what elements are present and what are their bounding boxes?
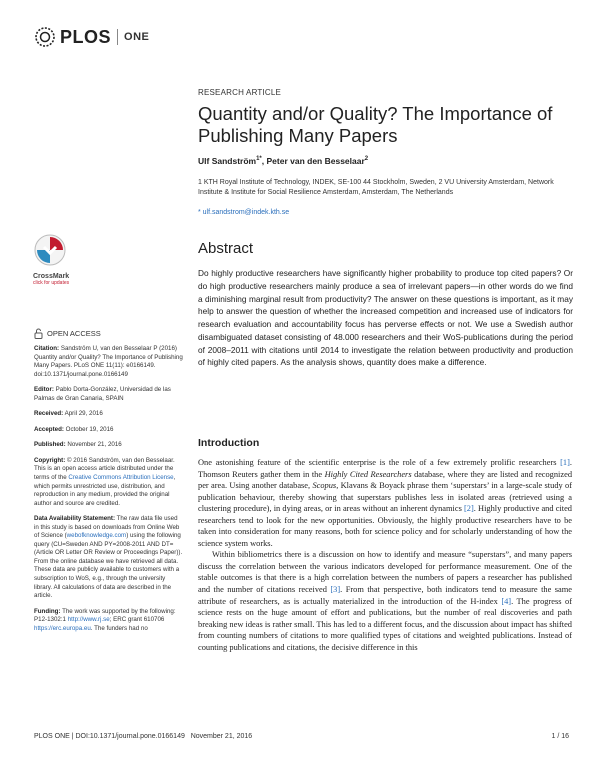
introduction-body — [198, 457, 572, 653]
license-link[interactable]: Creative Commons Attribution License — [68, 474, 174, 482]
crossmark-sublabel: click for updates — [33, 280, 70, 286]
wos-link[interactable]: webofknowledge.com — [66, 532, 127, 540]
crossmark-icon — [33, 233, 67, 267]
open-access-badge — [34, 328, 101, 339]
paragraph: One astonishing feature of the scientific enterprise is the role of a few extremely prolific researchers [1]. Thomson Reuters gather them in the Highly Cited Researchers database, where they are listed and recognized per area. Using another database, Scopus, Klavans & Boyack phrase them ‘superstars’ in a large-scale study of publication behaviour, thereby showing that superstars publishes less in isolated areas (retrieved using a clustering procedure), in dying areas, or in areas without an inherent dynamics [2]. Highly productive and cited researchers tend to look for the new opportunities. Obviously, the highly productive researchers have to be taken into consideration for many reasons, both for science policy and for scholarly understanding of how the science system works. — [198, 458, 573, 548]
open-access-label: OPEN ACCESS — [47, 329, 101, 338]
citation-ref[interactable]: [1] — [560, 458, 570, 467]
accepted-date: Accepted: October 19, 2016 — [34, 425, 114, 433]
footer-citation: PLOS ONE | DOI:10.1371/journal.pone.0166149 November 21, 2016 — [34, 733, 253, 740]
published-date: Published: November 21, 2016 — [34, 441, 122, 449]
citation-ref[interactable]: [4] — [501, 596, 512, 606]
article-type: RESEARCH ARTICLE — [198, 88, 282, 97]
journal-logo — [34, 26, 149, 48]
article-metadata — [34, 345, 184, 640]
corresponding-email[interactable]: * ulf.sandstrom@indek.kth.se — [198, 209, 290, 216]
citation: Citation: Sandström U, van den Besselaar P (2016) Quantity and/or Quality? The Importance of Publishing Many Papers. PLoS ONE 11(11): e0166149. doi:10.1371/journal.pone.0166149 — [34, 345, 183, 378]
data-availability: Data Availability Statement: The raw data file used in this study is based on downloads from Online Web of Science (webofknowledge.com) using the following query (CU=Sweden AND PY=2008-2011 AND DT=(Article OR Letter OR Review or Proceedings Paper)). From the online database we have retrieved all data. These data are publicly available to customers with a subscription to WoS, e.g., through the university library. All calculations of data are described in the article. — [34, 515, 183, 600]
author-name[interactable]: Ulf Sandström — [198, 156, 257, 166]
logo-divider — [117, 29, 118, 45]
crossmark-label: CrossMark — [33, 273, 70, 280]
author-list: Ulf Sandström$^{1*}$, Peter van den Besselaar$^2$ — [198, 156, 369, 166]
copyright: Copyright: © 2016 Sandström, van den Besselaar. This is an open access article distributed under the terms of the Creative Commons Attribution License, which permits unrestricted use, distribution, and reproduction in any medium, provided the original author and source are credited. — [34, 456, 176, 507]
erc-link[interactable]: https://erc.europa.eu — [34, 624, 91, 632]
author-name[interactable]: Peter van den Besselaar — [266, 156, 365, 166]
introduction-heading: Introduction — [198, 437, 260, 449]
page-number: 1 / 16 — [551, 733, 569, 740]
paragraph: Within bibliometrics there is a discussion on how to identify and measure “superstars”, and many papers discuss the correlation between the various indicators developed for performance measurement. One of the stable outcomes is that there is a high correlation between the numbers of papers a researcher has published and the number of citations received [3]. From that perspective, both indicators tend to measure the same attribute of researchers, as is actually materialized in the introduction of the H-index [4]. The progress of science rests on the huge amount of effort and publications, but the number of real discoveries and path breaking new ideas is rather small. This has led to a different focus, and the discussion about impact has shifted from counting numbers of citations to more qualified types of citations and weighted publications. Instead of counting publications and citations, the decisive difference in this — [198, 550, 572, 652]
plos-logo-icon — [34, 26, 56, 48]
rj-link[interactable]: http://www.rj.se — [67, 616, 110, 624]
abstract-heading: Abstract — [198, 240, 254, 257]
citation-ref[interactable]: [3] — [330, 585, 341, 595]
article-title: Quantity and/or Quality? The Importance of Publishing Many Papers — [198, 103, 553, 146]
funding: Funding: The work was supported by the following: P12-1302:1 http://www.rj.se; ERC grant 610706 https://erc.europa.eu. The funders had no — [34, 607, 176, 632]
affiliations: 1 KTH Royal Institute of Technology, INDEK, SE-100 44 Stockholm, Sweden, 2 VU University Amsterdam, Network Institute & Institute for Social Resilience Amsterdam, Amsterdam, The Netherlands — [198, 179, 554, 196]
abstract-text: Do highly productive researchers have significantly higher probability to produce top cited papers? Or do high productive researchers mainly produce a sea of irrelevant papers—in other words do we find a diminishing marginal result from productivity? The answer on these questions is important, as it may help to answer the question of whether the increased competition and increased use of indicators for research evaluation and accountability focus has perverse effects or not. We use a Swedish author disambiguated dataset consisting of 48.000 researchers and their WoS-publications during the period of 2008–2011 with citations until 2014 to investigate the relation between productivity and production of highly cited papers. As the analysis shows, quantity does make a difference. — [198, 268, 573, 368]
citation-ref[interactable]: [2] — [464, 504, 474, 514]
logo-text: PLOS — [60, 26, 112, 47]
editor: Editor: Pablo Dorta-González, Universidad de las Palmas de Gran Canaria, SPAIN — [34, 386, 171, 402]
open-lock-icon — [34, 328, 43, 339]
crossmark-badge[interactable] — [33, 233, 83, 286]
journal-name: ONE — [124, 31, 150, 43]
received-date: Received: April 29, 2016 — [34, 410, 103, 418]
page-footer — [34, 733, 569, 740]
